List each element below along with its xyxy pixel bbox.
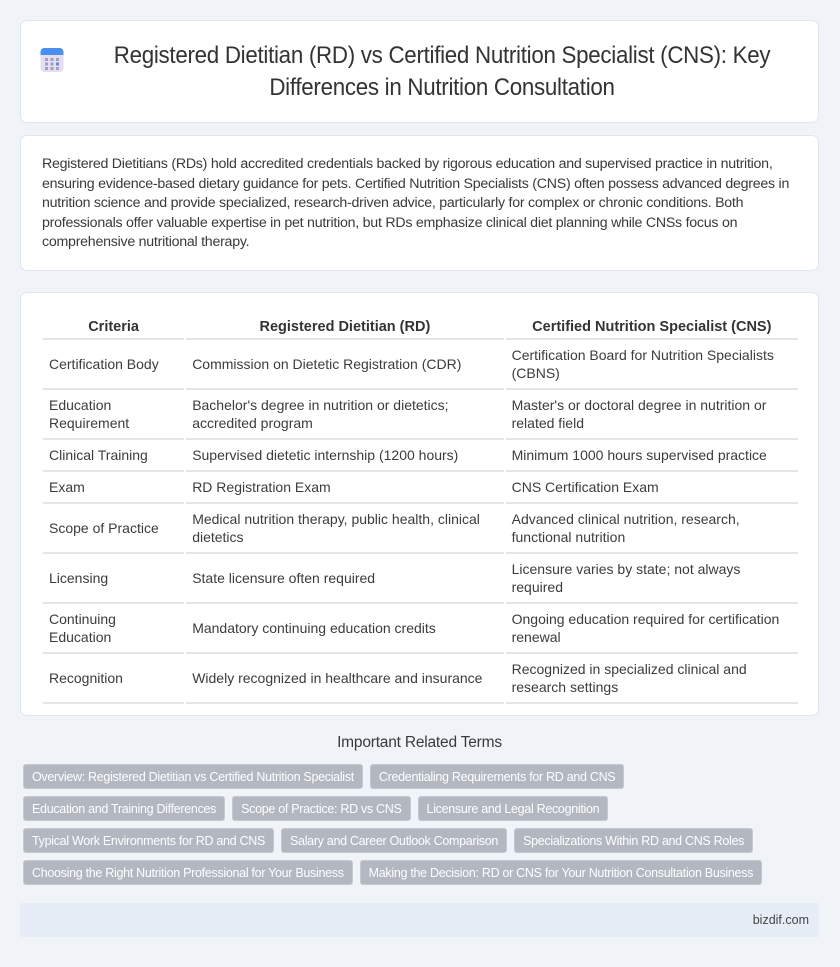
comparison-table — [41, 311, 800, 704]
table-row — [43, 340, 798, 390]
related-tag[interactable]: Making the Decision: RD or CNS for Your Nutrition Consultation Business — [360, 860, 762, 885]
rd-cell: Mandatory continuing education credits — [186, 604, 503, 654]
comparison-table-card — [20, 292, 819, 716]
table-header-row — [43, 311, 798, 340]
rd-cell: Bachelor's degree in nutrition or dietetics; accredited program — [186, 390, 503, 440]
related-terms-section — [20, 734, 819, 885]
cns-cell: Advanced clinical nutrition, research, functional nutrition — [506, 504, 798, 554]
footer-site-link[interactable]: bizdif.com — [752, 913, 809, 927]
cns-cell: Licensure varies by state; not always required — [506, 554, 798, 604]
related-tag[interactable]: Education and Training Differences — [23, 796, 225, 821]
rd-cell: Supervised dietetic internship (1200 hours) — [186, 440, 503, 472]
rd-cell: Commission on Dietetic Registration (CDR) — [186, 340, 503, 390]
table-row — [43, 504, 798, 554]
title-card — [20, 20, 819, 123]
cns-cell: Recognized in specialized clinical and research settings — [506, 654, 798, 704]
related-tag[interactable]: Overview: Registered Dietitian vs Certified Nutrition Specialist — [23, 764, 363, 789]
related-tag[interactable]: Scope of Practice: RD vs CNS — [232, 796, 410, 821]
rd-cell: Medical nutrition therapy, public health, clinical dietetics — [186, 504, 503, 554]
criteria-cell: Certification Body — [43, 340, 184, 390]
related-tag[interactable]: Credentialing Requirements for RD and CNS — [370, 764, 624, 789]
calendar-icon — [40, 47, 64, 73]
criteria-cell: Recognition — [43, 654, 184, 704]
header-cns: Certified Nutrition Specialist (CNS) — [506, 311, 798, 340]
table-row — [43, 604, 798, 654]
cns-cell: Ongoing education required for certification renewal — [506, 604, 798, 654]
related-tags — [20, 764, 819, 885]
related-tag[interactable]: Salary and Career Outlook Comparison — [281, 828, 507, 853]
criteria-cell: Exam — [43, 472, 184, 504]
criteria-cell: Scope of Practice — [43, 504, 184, 554]
criteria-cell: Clinical Training — [43, 440, 184, 472]
criteria-cell: Licensing — [43, 554, 184, 604]
intro-card — [20, 135, 819, 271]
cns-cell: Minimum 1000 hours supervised practice — [506, 440, 798, 472]
cns-cell: Master's or doctoral degree in nutrition or related field — [506, 390, 798, 440]
intro-paragraph: Registered Dietitians (RDs) hold accredited credentials backed by rigorous education and supervised practice in nutrition, ensuring evidence-based dietary guidance for pets. Certified Nutrition Specialists (CNS) often possess advanced degrees in nutrition science and provide specialized, research-driven advice, particularly for complex or chronic conditions. Both professionals offer valuable expertise in pet nutrition, but RDs emphasize clinical diet planning while CNSs focus on comprehensive nutritional therapy. — [42, 156, 790, 251]
header-criteria: Criteria — [43, 311, 184, 340]
table-row — [43, 440, 798, 472]
table-row — [43, 472, 798, 504]
rd-cell: State licensure often required — [186, 554, 503, 604]
related-tag[interactable]: Specializations Within RD and CNS Roles — [514, 828, 753, 853]
cns-cell: CNS Certification Exam — [506, 472, 798, 504]
related-tag[interactable]: Choosing the Right Nutrition Professional for Your Business — [23, 860, 353, 885]
table-row — [43, 654, 798, 704]
criteria-cell: Education Requirement — [43, 390, 184, 440]
related-tag[interactable]: Licensure and Legal Recognition — [418, 796, 609, 821]
rd-cell: RD Registration Exam — [186, 472, 503, 504]
table-row — [43, 390, 798, 440]
footer — [20, 903, 819, 937]
related-tag[interactable]: Typical Work Environments for RD and CNS — [23, 828, 274, 853]
title-wrap — [40, 40, 800, 104]
related-terms-title: Important Related Terms — [337, 734, 502, 751]
cns-cell: Certification Board for Nutrition Specialists (CBNS) — [506, 340, 798, 390]
header-rd: Registered Dietitian (RD) — [186, 311, 503, 340]
criteria-cell: Continuing Education — [43, 604, 184, 654]
page-title: Registered Dietitian (RD) vs Certified Nutrition Specialist (CNS): Key Differences in Nutrition Consultation — [113, 41, 770, 101]
rd-cell: Widely recognized in healthcare and insurance — [186, 654, 503, 704]
table-row — [43, 554, 798, 604]
